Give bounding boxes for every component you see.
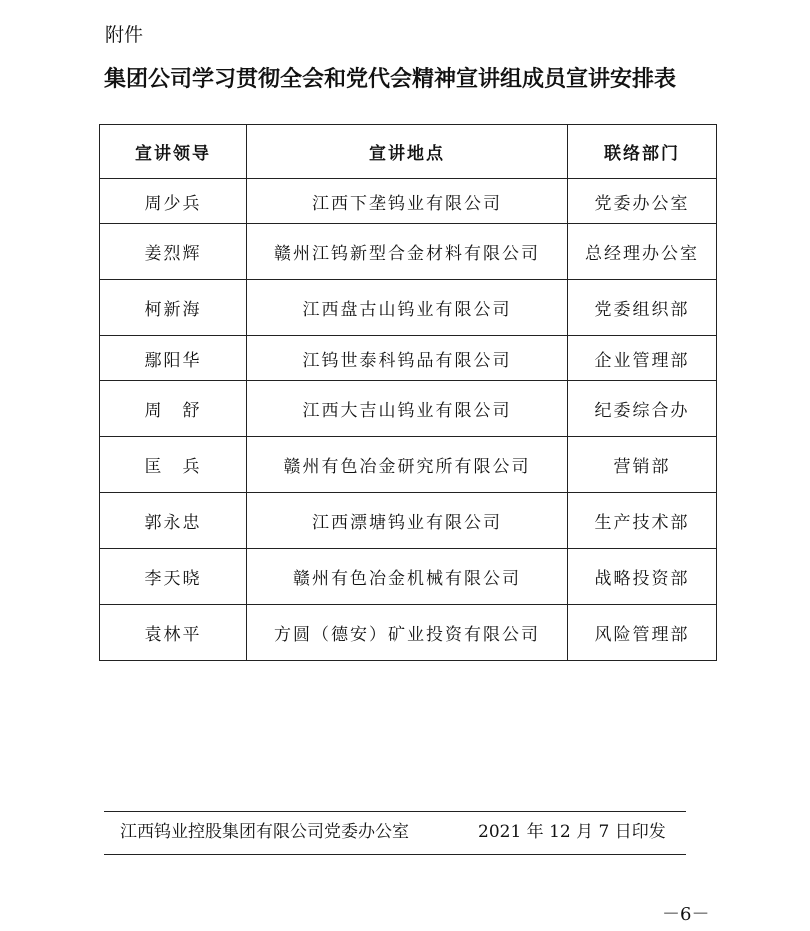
department-cell: 总经理办公室 (568, 224, 717, 280)
location-cell: 江西漂塘钨业有限公司 (247, 493, 568, 549)
department-cell: 战略投资部 (568, 549, 717, 605)
leader-cell: 郭永忠 (100, 493, 247, 549)
location-cell: 江西大吉山钨业有限公司 (247, 381, 568, 437)
leader-cell: 匡 兵 (100, 437, 247, 493)
location-cell: 赣州江钨新型合金材料有限公司 (247, 224, 568, 280)
table-row (100, 437, 717, 493)
location-cell: 方圆（德安）矿业投资有限公司 (247, 605, 568, 661)
location-cell: 江西下垄钨业有限公司 (247, 179, 568, 224)
leader-cell: 姜烈辉 (100, 224, 247, 280)
header-department: 联络部门 (568, 125, 717, 179)
leader-cell: 鄢阳华 (100, 336, 247, 381)
attachment-label: 附件 (105, 24, 144, 46)
table-row (100, 605, 717, 661)
location-cell: 江西盘古山钨业有限公司 (247, 280, 568, 336)
footer-top-rule (104, 811, 686, 812)
leader-cell: 周 舒 (100, 381, 247, 437)
department-cell: 风险管理部 (568, 605, 717, 661)
location-cell: 江钨世泰科钨品有限公司 (247, 336, 568, 381)
leader-cell: 李天晓 (100, 549, 247, 605)
leader-cell: 周少兵 (100, 179, 247, 224)
table-header-row (100, 125, 717, 179)
document-title: 集团公司学习贯彻全会和党代会精神宣讲组成员宣讲安排表 (104, 67, 677, 92)
table-row (100, 549, 717, 605)
department-cell: 生产技术部 (568, 493, 717, 549)
department-cell: 党委组织部 (568, 280, 717, 336)
footer-issuer: 江西钨业控股集团有限公司党委办公室 (120, 822, 409, 842)
table-row (100, 280, 717, 336)
leader-cell: 柯新海 (100, 280, 247, 336)
header-location: 宣讲地点 (247, 125, 568, 179)
footer-date: 2021 年 12 月 7 日印发 (478, 822, 666, 842)
department-cell: 营销部 (568, 437, 717, 493)
department-cell: 企业管理部 (568, 336, 717, 381)
table-row (100, 179, 717, 224)
footer-bottom-rule (104, 854, 686, 855)
table-row (100, 493, 717, 549)
header-leader: 宣讲领导 (100, 125, 247, 179)
table-row (100, 336, 717, 381)
table-row (100, 224, 717, 280)
location-cell: 赣州有色冶金机械有限公司 (247, 549, 568, 605)
department-cell: 党委办公室 (568, 179, 717, 224)
location-cell: 赣州有色冶金研究所有限公司 (247, 437, 568, 493)
page-number: －6－ (662, 904, 710, 925)
department-cell: 纪委综合办 (568, 381, 717, 437)
leader-cell: 袁林平 (100, 605, 247, 661)
table-row (100, 381, 717, 437)
schedule-table (99, 124, 717, 661)
